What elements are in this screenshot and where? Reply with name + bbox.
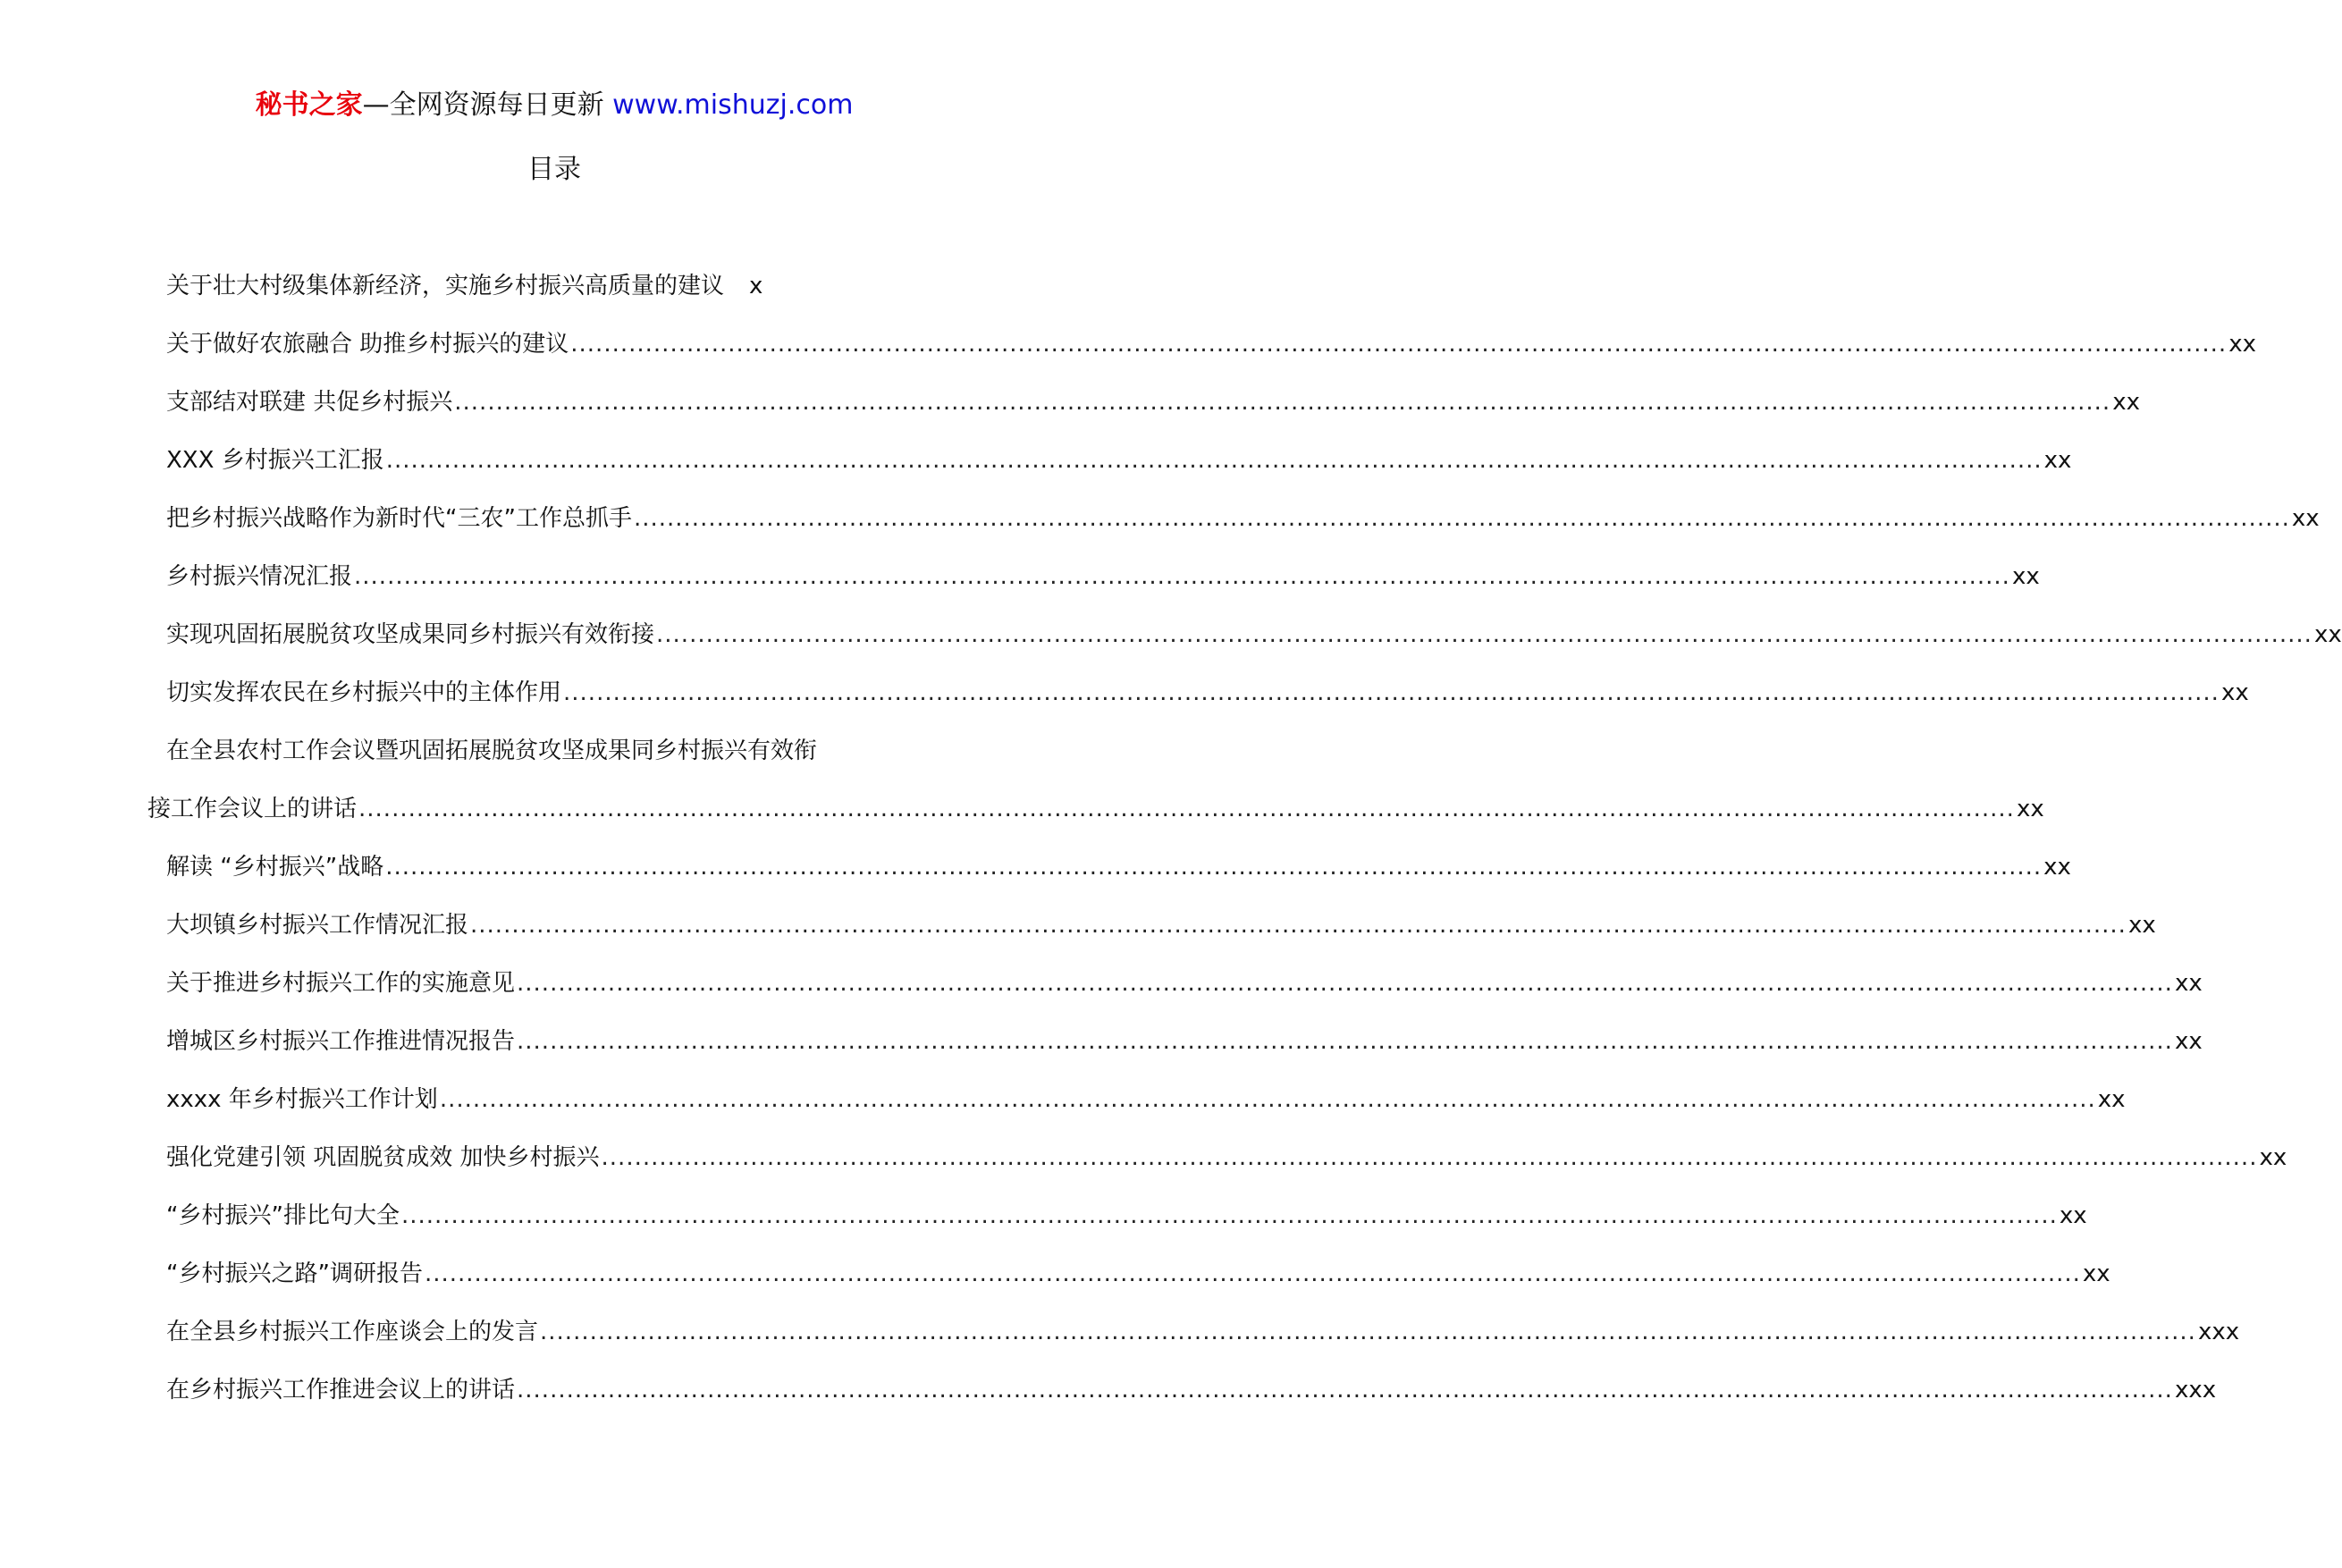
toc-entry-title: XXX 乡村振兴工汇报 bbox=[166, 447, 384, 474]
toc-entry-title: xxxx 年乡村振兴工作计划 bbox=[166, 1086, 438, 1113]
toc-entry[interactable] bbox=[166, 617, 2342, 675]
toc-entry-page: xx bbox=[2259, 1144, 2287, 1171]
toc-entry-title: “乡村振兴”排比句大全 bbox=[166, 1202, 400, 1229]
toc-entry-page: xx bbox=[2082, 1260, 2110, 1287]
toc-entry[interactable] bbox=[166, 501, 2320, 559]
toc-entry-title: 关于推进乡村振兴工作的实施意见 bbox=[166, 970, 516, 997]
toc-entry-title-line2: 接工作会议上的讲话 bbox=[147, 796, 358, 822]
toc-entry[interactable] bbox=[166, 1314, 2240, 1372]
toc-entry[interactable] bbox=[166, 384, 2140, 443]
toc-entry-title: 在全县乡村振兴工作座谈会上的发言 bbox=[166, 1319, 539, 1345]
toc-entry-page: xx bbox=[2220, 679, 2249, 706]
toc-entry[interactable] bbox=[166, 1198, 2087, 1256]
toc-dot-leader: ........................................................................................................................................................................................................ bbox=[563, 679, 2220, 706]
toc-entry-title: “乡村振兴之路”调研报告 bbox=[166, 1260, 423, 1287]
toc-entry[interactable] bbox=[166, 1082, 2126, 1140]
toc-entry-page: xx bbox=[2097, 1086, 2126, 1113]
toc-entry-title: 强化党建引领 巩固脱贫成效 加快乡村振兴 bbox=[166, 1144, 600, 1171]
toc-entry[interactable] bbox=[166, 1024, 2203, 1082]
toc-entry-title: 在乡村振兴工作推进会议上的讲话 bbox=[166, 1377, 516, 1404]
brand-name: 秘书之家 bbox=[255, 89, 363, 121]
toc-entry-page: xxx bbox=[2197, 1319, 2240, 1345]
toc-entry-title: 乡村振兴情况汇报 bbox=[166, 563, 353, 590]
toc-dot-leader: ........................................................................................................................................................................................................ bbox=[633, 505, 2290, 532]
toc-entry[interactable] bbox=[166, 1372, 2217, 1430]
toc-entry-title: 关于壮大村级集体新经济，实施乡村振兴高质量的建议 bbox=[166, 273, 725, 299]
toc-entry-title: 切实发挥农民在乡村振兴中的主体作用 bbox=[166, 679, 562, 706]
header-tagline: —全网资源每日更新 bbox=[362, 89, 613, 121]
toc-entry[interactable] bbox=[166, 1256, 2110, 1314]
toc-entry-page: xx bbox=[2291, 505, 2320, 532]
toc-dot-leader: ........................................................................................................................................................................................................ bbox=[517, 1028, 2173, 1055]
page-title: 目录 bbox=[527, 154, 581, 185]
toc-dot-leader: ........................................................................................................................................................................................................ bbox=[358, 796, 2015, 822]
toc-entry-page: x bbox=[749, 273, 763, 299]
toc-entry-title: 增城区乡村振兴工作推进情况报告 bbox=[166, 1028, 516, 1055]
toc-entry-title: 解读 “乡村振兴”战略 bbox=[166, 854, 384, 881]
toc-entry[interactable] bbox=[166, 326, 2256, 384]
toc-dot-leader: ........................................................................................................................................................................................................ bbox=[656, 621, 2313, 648]
toc-entry-page: xxx bbox=[2174, 1377, 2217, 1404]
toc-dot-leader: ........................................................................................................................................................................................................ bbox=[517, 1377, 2173, 1404]
toc-dot-leader: ........................................................................................................................................................................................................ bbox=[385, 854, 2043, 881]
toc-dot-leader: ........................................................................................................................................................................................................ bbox=[439, 1086, 2096, 1113]
toc-entry-title: 支部结对联建 共促乡村振兴 bbox=[166, 389, 453, 416]
table-of-contents bbox=[147, 268, 2342, 1430]
toc-entry-page: xx bbox=[2043, 447, 2072, 474]
toc-entry[interactable] bbox=[147, 733, 2044, 849]
toc-entry[interactable] bbox=[166, 443, 2072, 501]
toc-entry-title-line1: 在全县农村工作会议暨巩固拓展脱贫攻坚成果同乡村振兴有效衔 bbox=[166, 738, 818, 764]
toc-entry-wrap-line bbox=[147, 791, 2044, 849]
toc-entry[interactable] bbox=[166, 1140, 2287, 1198]
toc-entry-title: 大坝镇乡村振兴工作情况汇报 bbox=[166, 912, 469, 939]
toc-entry-title: 把乡村振兴战略作为新时代“三农”工作总抓手 bbox=[166, 505, 632, 532]
toc-entry-title: 实现巩固拓展脱贫攻坚成果同乡村振兴有效衔接 bbox=[166, 621, 655, 648]
toc-entry-page: xx bbox=[2112, 389, 2140, 416]
toc-entry[interactable] bbox=[166, 849, 2071, 907]
toc-entry-page: xx bbox=[2127, 912, 2156, 939]
toc-dot-leader: ........................................................................................................................................................................................................ bbox=[517, 970, 2173, 997]
toc-entry-page: xx bbox=[2174, 970, 2203, 997]
site-url-link[interactable]: www.mishuzj.com bbox=[612, 89, 854, 121]
toc-entry-page: xx bbox=[2043, 854, 2071, 881]
toc-dot-leader: ........................................................................................................................................................................................................ bbox=[354, 563, 2010, 590]
toc-entry-page: xx bbox=[2174, 1028, 2203, 1055]
toc-entry-title: 关于做好农旅融合 助推乡村振兴的建议 bbox=[166, 331, 569, 358]
toc-entry[interactable] bbox=[166, 268, 942, 326]
toc-entry[interactable] bbox=[166, 675, 2249, 733]
toc-entry[interactable] bbox=[166, 559, 2040, 617]
toc-entry-page: xx bbox=[2313, 621, 2342, 648]
toc-dot-leader: ........................................................................................................................................................................................................ bbox=[470, 912, 2127, 939]
toc-dot-leader: ........................................................................................................................................................................................................ bbox=[601, 1144, 2258, 1171]
toc-dot-leader: ........................................................................................................................................................................................................ bbox=[424, 1260, 2081, 1287]
toc-dot-leader: ........................................................................................................................................................................................................ bbox=[385, 447, 2043, 474]
toc-entry-page: xx bbox=[2011, 563, 2040, 590]
toc-entry-page: xx bbox=[2059, 1202, 2087, 1229]
toc-entry-page: xx bbox=[2228, 331, 2256, 358]
toc-dot-leader: ........................................................................................................................................................................................................ bbox=[400, 1202, 2058, 1229]
toc-entry[interactable] bbox=[166, 907, 2156, 965]
toc-entry[interactable] bbox=[166, 965, 2203, 1024]
toc-dot-leader: ........................................................................................................................................................................................................ bbox=[454, 389, 2111, 416]
toc-entry-page: xx bbox=[2016, 796, 2044, 822]
toc-dot-leader: ........................................................................................................................................................................................................ bbox=[570, 331, 2228, 358]
document-header bbox=[0, 88, 1108, 123]
toc-dot-leader: ........................................................................................................................................................................................................ bbox=[540, 1319, 2196, 1345]
